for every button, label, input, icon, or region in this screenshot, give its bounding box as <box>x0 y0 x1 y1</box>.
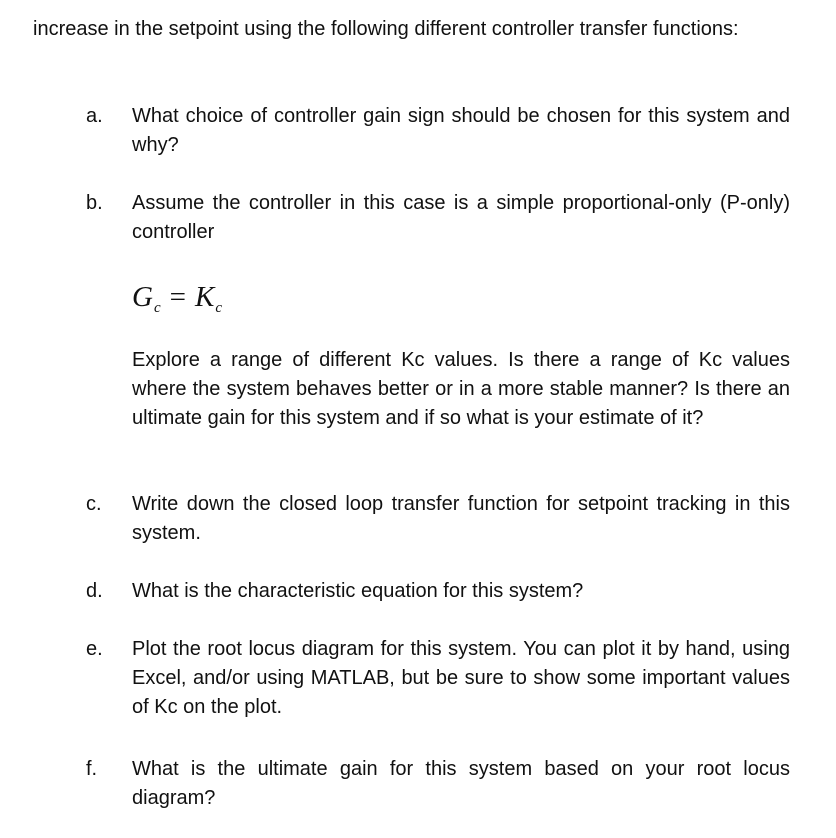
formula-lhs-subscript: c <box>153 300 161 316</box>
question-label: b. <box>86 192 103 214</box>
question-text: Assume the controller in this case is a simple proportional-only (P-only) controller <box>132 192 790 243</box>
question-label: a. <box>86 105 103 127</box>
question-label: e. <box>86 638 103 660</box>
question-label: f. <box>86 758 98 780</box>
question-text: Plot the root locus diagram for this system. You can plot it by hand, using Excel, and/or using MATLAB, but be sure to show some important values of Kc on the plot. <box>132 638 790 718</box>
formula-equals: = <box>169 281 186 313</box>
question-text: What choice of controller gain sign should be chosen for this system and why? <box>132 105 790 156</box>
question-text: What is the ultimate gain for this system based on your root locus diagram? <box>132 758 790 809</box>
formula-rhs-subscript: c <box>215 300 222 316</box>
formula-lhs: G <box>132 281 153 313</box>
question-label: d. <box>86 580 103 602</box>
question-text: Write down the closed loop transfer function for setpoint tracking in this system. <box>132 493 790 544</box>
question-b-extra: Explore a range of different Kc values. Is there a range of Kc values where the system behaves better or in a more stable manner? Is there an ultimate gain for this system and if so what is your estimate of it? <box>132 349 790 429</box>
question-text: What is the characteristic equation for this system? <box>132 580 584 602</box>
controller-formula <box>132 280 222 325</box>
formula-rhs: K <box>194 281 215 313</box>
intro-paragraph: increase in the setpoint using the following different controller transfer functions: <box>33 18 739 40</box>
question-label: c. <box>86 493 102 515</box>
